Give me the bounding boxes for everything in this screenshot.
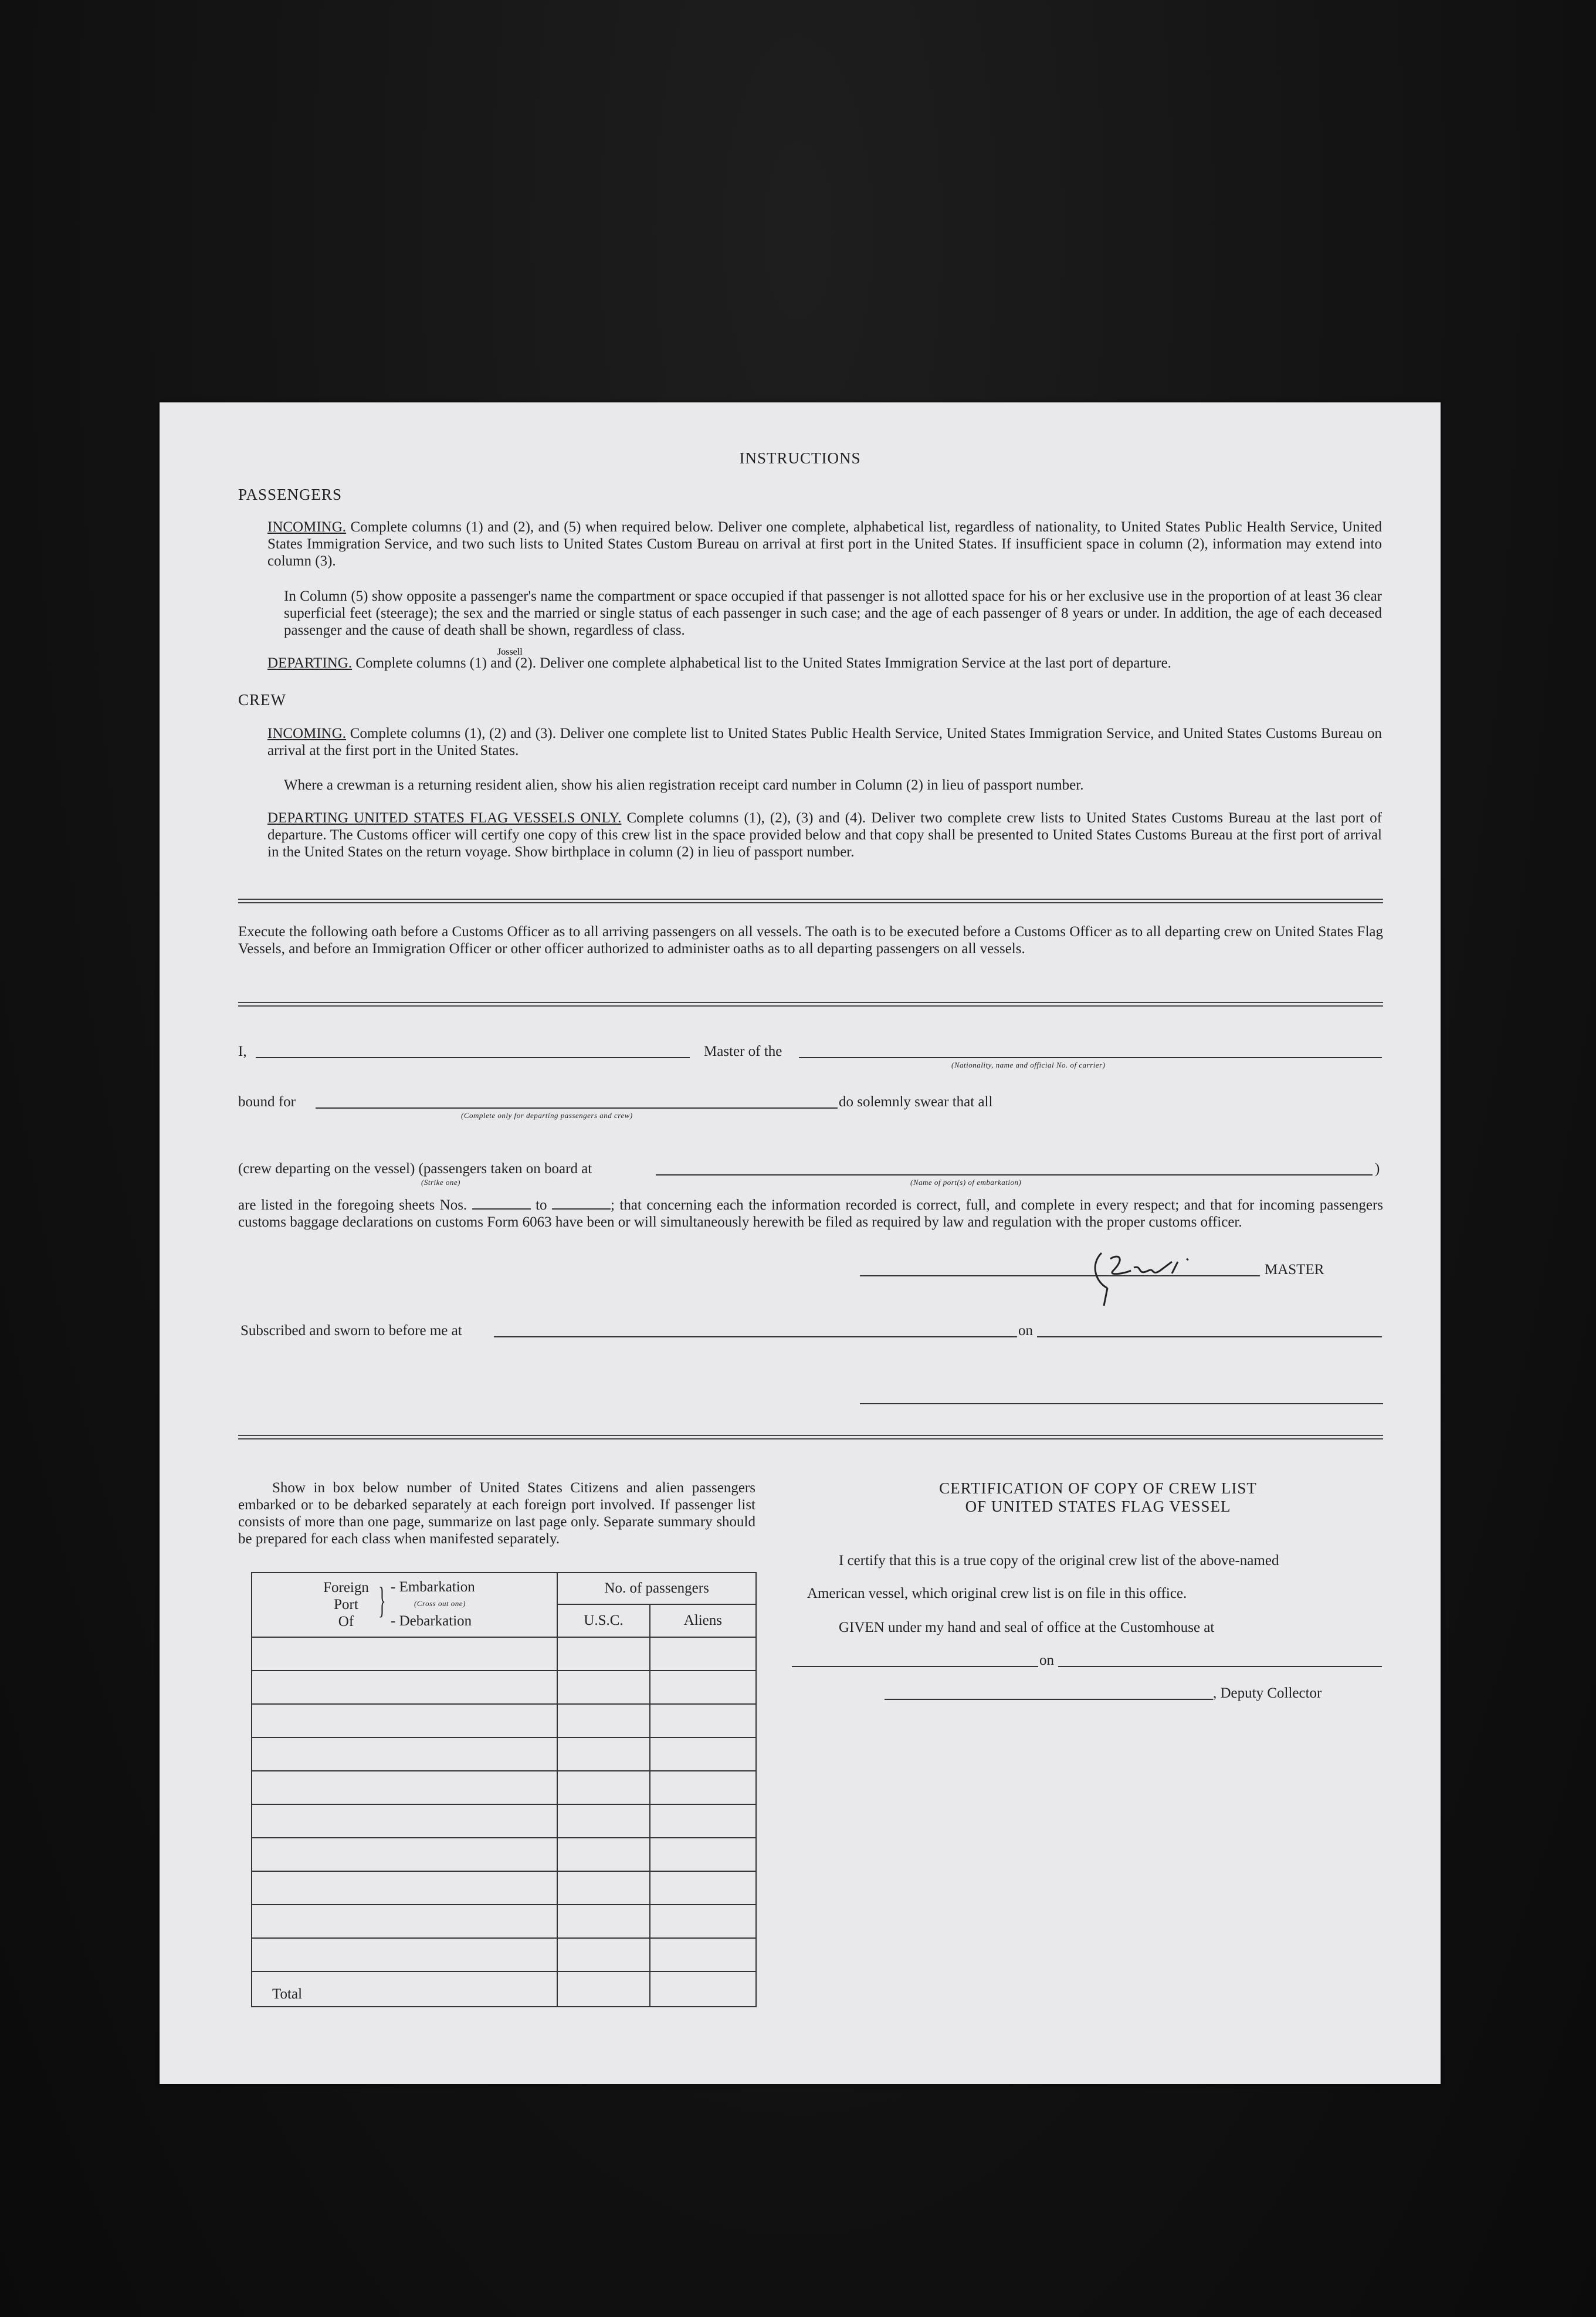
- divider: [238, 1435, 1383, 1439]
- ports-caption: (Name of port(s) of embarkation): [910, 1178, 1022, 1187]
- deputy-collector-label: , Deputy Collector: [1213, 1685, 1322, 1701]
- table-row: [252, 1804, 756, 1838]
- crew-heading: CREW: [238, 691, 286, 709]
- crew-incoming-text: Complete columns (1), (2) and (3). Deliver one complete list to United States Public Health Service, United States Immigration Service, and United States Customs Bureau on arrival at the first port in the United States.: [267, 726, 1382, 758]
- sheet-to-line[interactable]: [552, 1197, 611, 1210]
- foreign-label: Foreign: [323, 1580, 369, 1596]
- passengers-incoming-paragraph: [267, 519, 1382, 570]
- port-cell[interactable]: [252, 1637, 557, 1671]
- given-line: GIVEN under my hand and seal of office at the Customhouse at: [839, 1620, 1215, 1635]
- certification-title-line1: CERTIFICATION OF COPY OF CREW LIST: [939, 1479, 1257, 1497]
- usc-cell[interactable]: [557, 1905, 649, 1938]
- usc-cell[interactable]: [557, 1637, 649, 1671]
- table-row: [252, 1704, 756, 1737]
- usc-cell[interactable]: [557, 1871, 649, 1905]
- passengers-departing-label: DEPARTING.: [267, 655, 353, 671]
- document-page: [160, 402, 1441, 2084]
- usc-cell[interactable]: [557, 1771, 649, 1804]
- bound-for-label: bound for: [238, 1094, 296, 1110]
- passengers-column5-paragraph: In Column (5) show opposite a passenger's name the compartment or space occupied if that passenger is not allotted space for his or her exclusive use in the proportion of at least 36 clear superficial feet (steerage); the sex and the married or single status of each passenger in such case; and the age of each passenger of 8 years or under. In addition, the age of each deceased passenger and the cause of death shall be shown, regardless of class.: [284, 588, 1382, 638]
- master-label: MASTER: [1265, 1262, 1324, 1278]
- usc-cell[interactable]: [557, 1737, 649, 1771]
- certify-line2: American vessel, which original crew list is on file in this office.: [807, 1586, 1187, 1601]
- sheet-from-line[interactable]: [472, 1197, 531, 1210]
- port-cell[interactable]: [252, 1838, 557, 1871]
- deputy-collector-line[interactable]: [885, 1699, 1213, 1700]
- passengers-departing-text: Complete columns (1) and (2). Deliver one complete alphabetical list to the United States Immigration Service at the last port of departure.: [355, 655, 1171, 671]
- passengers-heading: PASSENGERS: [238, 486, 343, 503]
- close-paren: ): [1375, 1161, 1380, 1177]
- subscribed-label: Subscribed and sworn to before me at: [240, 1323, 462, 1339]
- usc-cell[interactable]: [557, 1671, 649, 1704]
- of-label: Of: [338, 1614, 354, 1630]
- total-label: Total: [252, 1972, 557, 2007]
- sheets-prefix: are listed in the foregoing sheets Nos.: [238, 1197, 467, 1213]
- usc-cell[interactable]: [557, 1704, 649, 1737]
- swear-text: do solemnly swear that all: [839, 1094, 993, 1110]
- no-passengers-header: No. of passengers: [557, 1573, 756, 1604]
- embarkation-ports-line[interactable]: [656, 1174, 1373, 1176]
- usc-cell[interactable]: [557, 1838, 649, 1871]
- aliens-header: Aliens: [650, 1604, 756, 1637]
- usc-cell[interactable]: [557, 1804, 649, 1838]
- port-label: Port: [334, 1597, 358, 1613]
- aliens-cell[interactable]: [650, 1905, 756, 1938]
- subscribed-on-label: on: [1018, 1323, 1033, 1339]
- usc-cell[interactable]: [557, 1938, 649, 1972]
- page-title: INSTRUCTIONS: [739, 449, 861, 467]
- total-row: [252, 1972, 756, 2007]
- divider: [238, 1002, 1383, 1007]
- sheets-paragraph: [238, 1197, 1383, 1231]
- passengers-incoming-label: INCOMING.: [267, 519, 347, 535]
- aliens-cell[interactable]: [650, 1637, 756, 1671]
- table-row: [252, 1938, 756, 1972]
- bound-caption: (Complete only for departing passengers and crew): [461, 1111, 633, 1120]
- port-cell[interactable]: [252, 1938, 557, 1972]
- aliens-cell[interactable]: [650, 1871, 756, 1905]
- table-row: [252, 1838, 756, 1871]
- summary-instructions: Show in box below number of United States Citizens and alien passengers embarked or to be debarked separately at each foreign port involved. If passenger list consists of more than one page, summarize on last page only. Separate summary should be prepared for each class when manifested separately.: [238, 1480, 755, 1547]
- embarkation-label: - Embarkation: [391, 1579, 475, 1595]
- crew-incoming-paragraph: [267, 725, 1382, 759]
- usc-total-cell[interactable]: [557, 1972, 649, 2007]
- bound-for-line[interactable]: [316, 1107, 838, 1109]
- table-row: [252, 1871, 756, 1905]
- passengers-incoming-text: Complete columns (1) and (2), and (5) when required below. Deliver one complete, alphabetical list, regardless of nationality, to United States Public Health Service, United States Immigration Service, and two such lists to United States Custom Bureau on arrival at first port in the United States. If insufficient space in column (2), information may extend into column (3).: [267, 519, 1382, 569]
- aliens-cell[interactable]: [650, 1838, 756, 1871]
- aliens-cell[interactable]: [650, 1938, 756, 1972]
- aliens-total-cell[interactable]: [650, 1972, 756, 2007]
- crew-departing-label: DEPARTING UNITED STATES FLAG VESSELS ONLY.: [267, 810, 622, 826]
- customhouse-line[interactable]: [792, 1666, 1038, 1667]
- cross-out-caption: (Cross out one): [414, 1599, 466, 1608]
- oath-i-label: I,: [238, 1044, 247, 1059]
- port-header-cell: [252, 1573, 557, 1637]
- certification-date-line[interactable]: [1058, 1666, 1382, 1667]
- port-cell[interactable]: [252, 1704, 557, 1737]
- certification-title: [805, 1479, 1391, 1516]
- aliens-cell[interactable]: [650, 1737, 756, 1771]
- port-cell[interactable]: [252, 1737, 557, 1771]
- port-cell[interactable]: [252, 1804, 557, 1838]
- subscribed-place-line[interactable]: [494, 1336, 1017, 1337]
- subscribed-date-line[interactable]: [1037, 1336, 1382, 1337]
- passengers-departing-paragraph: [267, 655, 1382, 672]
- aliens-cell[interactable]: [650, 1804, 756, 1838]
- port-cell[interactable]: [252, 1871, 557, 1905]
- table-row: [252, 1905, 756, 1938]
- carrier-line[interactable]: [799, 1057, 1382, 1058]
- debarkation-label: - Debarkation: [391, 1613, 472, 1629]
- sheets-rest: ; that concerning each the information recorded is correct, full, and complete in every respect; and that for incoming passengers customs baggage declarations on customs Form 6063 have been or will simultaneously herewith be filed as required by law and regulation with the proper customs officer.: [238, 1197, 1383, 1230]
- port-header-words: [317, 1579, 375, 1630]
- crew-departing-text: (crew departing on the vessel) (passengers taken on board at: [238, 1161, 592, 1177]
- officer-signature-line[interactable]: [860, 1403, 1383, 1404]
- master-of-the-label: Master of the: [704, 1044, 782, 1059]
- usc-header: U.S.C.: [557, 1604, 649, 1637]
- crew-departing-text: Complete columns (1), (2), (3) and (4). Deliver two complete crew lists to United States Customs Bureau at the last port of departure. The Customs officer will certify one copy of this crew list in the space provided below and that copy shall be presented to United States Customs Bureau at the first port of arrival in the United States on the return voyage. Show birthplace in column (2) in lieu of passport number.: [267, 810, 1382, 860]
- certification-title-line2: OF UNITED STATES FLAG VESSEL: [965, 1498, 1231, 1515]
- master-name-line[interactable]: [256, 1057, 690, 1058]
- port-cell[interactable]: [252, 1905, 557, 1938]
- table-row: [252, 1671, 756, 1704]
- certification-on-label: on: [1039, 1652, 1054, 1668]
- sheets-to: to: [536, 1197, 547, 1213]
- passenger-summary-table: [251, 1572, 757, 2007]
- port-cell[interactable]: [252, 1671, 557, 1704]
- brace-icon: }: [378, 1579, 386, 1621]
- signature-text: Jossell: [497, 647, 523, 657]
- divider: [238, 899, 1383, 903]
- port-cell[interactable]: [252, 1771, 557, 1804]
- carrier-caption: (Nationality, name and official No. of carrier): [951, 1061, 1106, 1069]
- crew-incoming-label: INCOMING.: [267, 726, 347, 741]
- aliens-cell[interactable]: [650, 1671, 756, 1704]
- aliens-cell[interactable]: [650, 1704, 756, 1737]
- strike-caption: (Strike one): [421, 1178, 461, 1187]
- oath-intro: Execute the following oath before a Customs Officer as to all arriving passengers on all vessels. The oath is to be executed before a Customs Officer as to all departing crew on United States Flag Vessels, and before an Immigration Officer or other officer authorized to administer oaths as to all departing passengers on all vessels.: [238, 924, 1383, 957]
- crew-resident-paragraph: Where a crewman is a returning resident alien, show his alien registration receipt card number in Column (2) in lieu of passport number.: [284, 777, 1084, 793]
- table-row: [252, 1737, 756, 1771]
- aliens-cell[interactable]: [650, 1771, 756, 1804]
- crew-departing-paragraph: [267, 809, 1382, 861]
- table-row: [252, 1771, 756, 1804]
- table-row: [252, 1637, 756, 1671]
- certify-line1: I certify that this is a true copy of the original crew list of the above-named: [839, 1553, 1279, 1569]
